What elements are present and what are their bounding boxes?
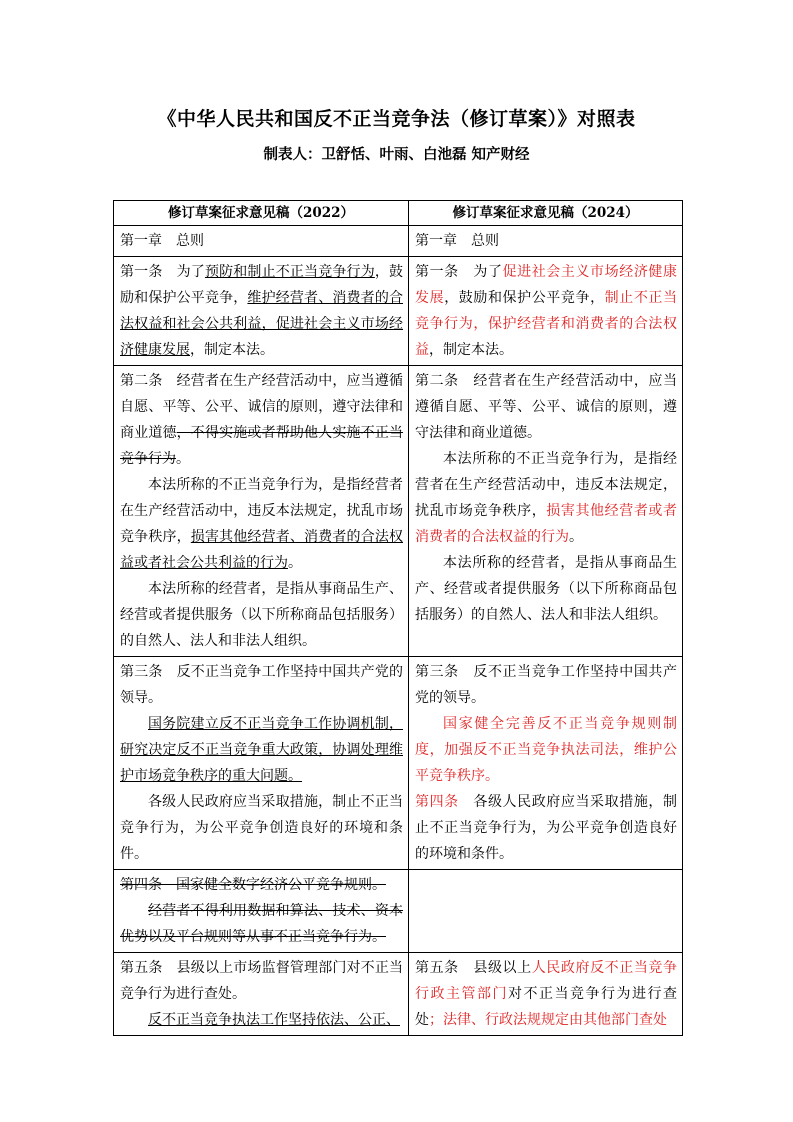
article-5-2022: 第五条 县级以上市场监督管理部门对不正当竞争行为进行查处。 反不正当竞争执法工作坚持依法、公正、 xyxy=(114,953,409,1036)
page-subtitle: 制表人：卫舒恬、叶雨、白池磊 知产财经 xyxy=(263,146,530,163)
table-row xyxy=(114,657,683,870)
table-row xyxy=(114,366,683,657)
chapter-right: 第一章 总则 xyxy=(409,226,683,257)
table-row xyxy=(114,257,683,366)
article-1-2024: 第一条 为了促进社会主义市场经济健康发展，鼓励和保护公平竞争，制止不正当竞争行为，保护经营者和消费者的合法权益，制定本法。 xyxy=(409,257,683,366)
table-header-row xyxy=(114,201,683,226)
page-title: 《中华人民共和国反不正当竞争法（修订草案）》对照表 xyxy=(157,108,636,130)
article-2-2024: 第二条 经营者在生产经营活动中，应当遵循自愿、平等、公平、诚信的原则，遵守法律和商业道德。 本法所称的不正当竞争行为，是指经营者在生产经营活动中，违反本法规定，扰乱市场竞争秩序，损害其他经营者或者消费者的合法权益的行为。 本法所称的经营者，是指从事商品生产、经营或者提供服务（以下所称商品包括服务）的自然人、法人和非法人组织。 xyxy=(409,366,683,657)
chapter-row xyxy=(114,226,683,257)
table-row xyxy=(114,870,683,953)
header-2022: 修订草案征求意见稿（2022） xyxy=(114,201,409,226)
comparison-table xyxy=(113,200,683,1036)
article-1-2022: 第一条 为了预防和制止不正当竞争行为，鼓励和保护公平竞争，维护经营者、消费者的合法权益和社会公共利益，促进社会主义市场经济健康发展，制定本法。 xyxy=(114,257,409,366)
table-row xyxy=(114,953,683,1036)
article-2-2022: 第二条 经营者在生产经营活动中，应当遵循自愿、平等、公平、诚信的原则，遵守法律和商业道德，不得实施或者帮助他人实施不正当竞争行为。 本法所称的不正当竞争行为，是指经营者在生产经营活动中，违反本法规定，扰乱市场竞争秩序，损害其他经营者、消费者的合法权益或者社会公共利益的行为。 本法所称的经营者，是指从事商品生产、经营或者提供服务（以下所称商品包括服务）的自然人、法人和非法人组织。 xyxy=(114,366,409,657)
article-4-2024-empty xyxy=(409,870,683,953)
article-5-2024: 第五条 县级以上人民政府反不正当竞争行政主管部门对不正当竞争行为进行查处；法律、行政法规规定由其他部门查处 xyxy=(409,953,683,1036)
header-2024: 修订草案征求意见稿（2024） xyxy=(409,201,683,226)
article-3-2022: 第三条 反不正当竞争工作坚持中国共产党的领导。 国务院建立反不正当竞争工作协调机制，研究决定反不正当竞争重大政策，协调处理维护市场竞争秩序的重大问题。 各级人民政府应当采取措施，制止不正当竞争行为，为公平竞争创造良好的环境和条件。 xyxy=(114,657,409,870)
article-4-2022: 第四条 国家健全数字经济公平竞争规则。 经营者不得利用数据和算法、技术、资本优势以及平台规则等从事不正当竞争行为。 xyxy=(114,870,409,953)
chapter-left: 第一章 总则 xyxy=(114,226,409,257)
article-3-2024: 第三条 反不正当竞争工作坚持中国共产党的领导。 国家健全完善反不正当竞争规则制度，加强反不正当竞争执法司法，维护公平竞争秩序。 第四条 各级人民政府应当采取措施，制止不正当竞争行为，为公平竞争创造良好的环境和条件。 xyxy=(409,657,683,870)
